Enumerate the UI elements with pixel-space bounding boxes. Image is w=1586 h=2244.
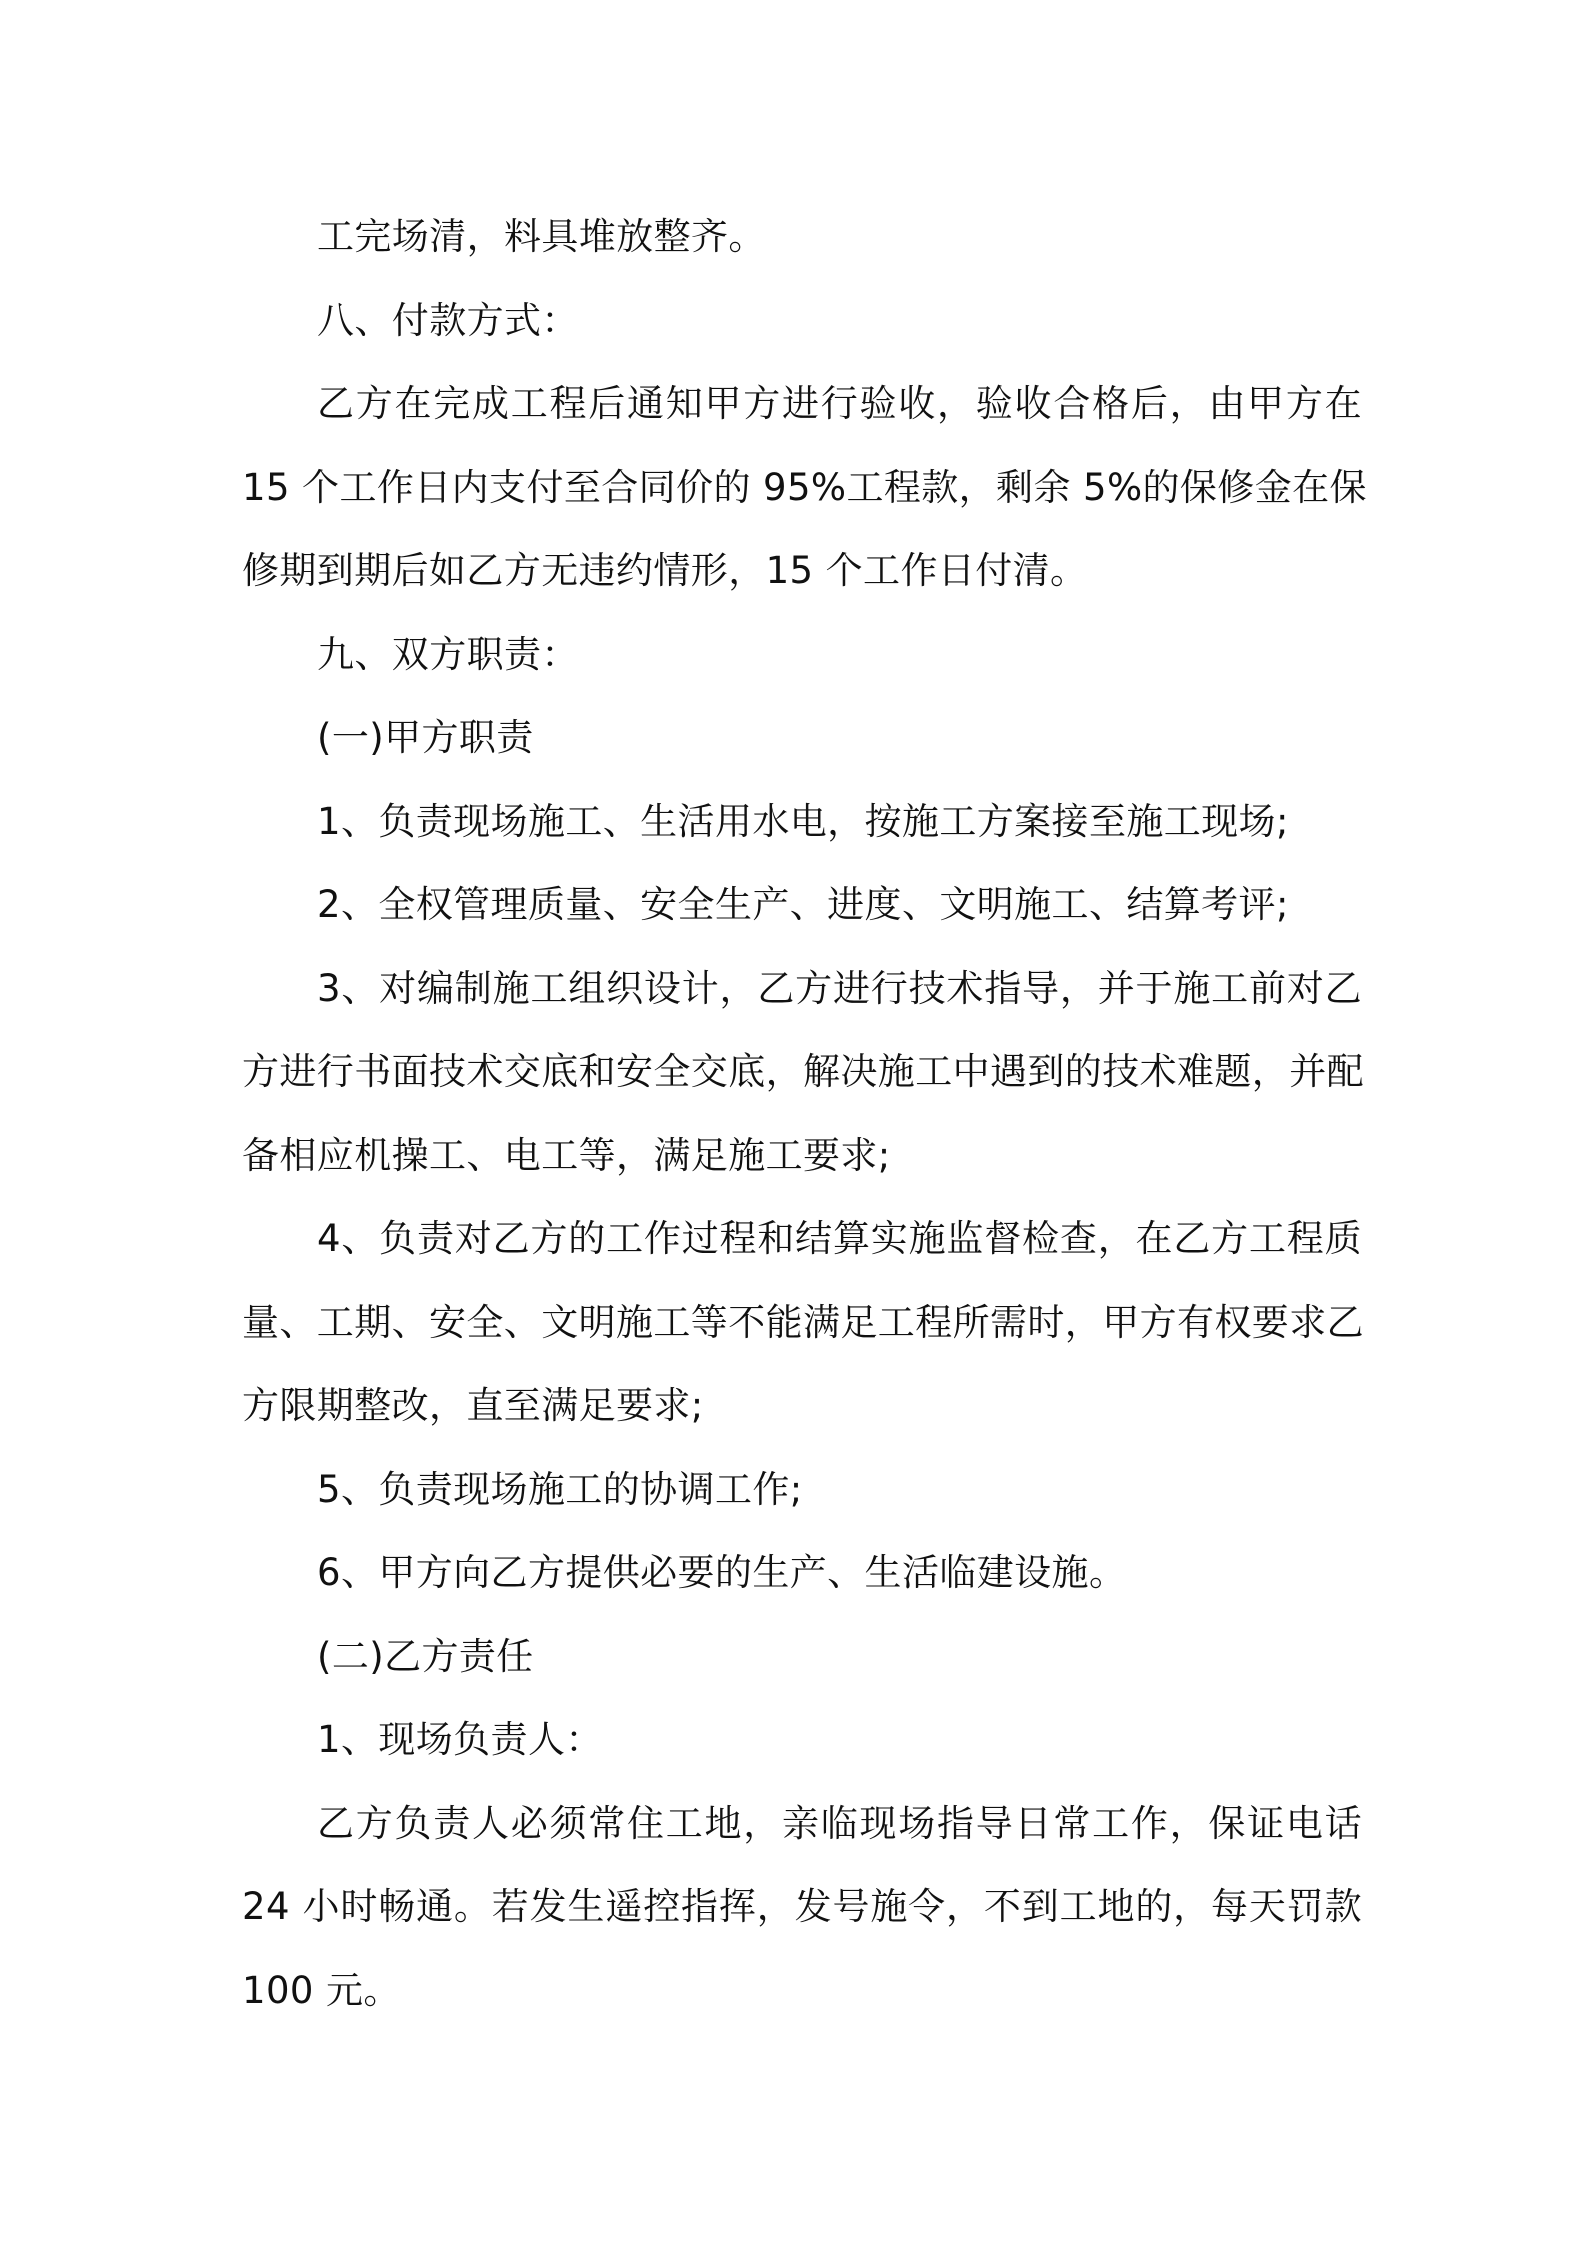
text-line: 乙方在完成工程后通知甲方进行验收，验收合格后，由甲方在 [317, 382, 1362, 425]
list-item: 1、现场负责人： [317, 1718, 603, 1761]
text-line: 方进行书面技术交底和安全交底，解决施工中遇到的技术难题，并配 [242, 1050, 1364, 1093]
text-line: 修期到期后如乙方无违约情形，15 个工作日付清。 [242, 549, 1088, 592]
section-heading: 八、付款方式： [317, 298, 579, 342]
text-line: 100 元。 [242, 1968, 401, 2012]
list-item: 5、负责现场施工的协调工作; [317, 1467, 803, 1511]
text-line: 15 个工作日内支付至合同价的 95%工程款，剩余 5%的保修金在保 [242, 465, 1367, 509]
text-line: 量、工期、安全、文明施工等不能满足工程所需时，甲方有权要求乙 [242, 1300, 1364, 1344]
list-item: 1、负责现场施工、生活用水电，按施工方案接至施工现场; [317, 799, 1289, 843]
text-line: 乙方负责人必须常住工地，亲临现场指导日常工作，保证电话 [317, 1801, 1362, 1845]
list-item: 2、全权管理质量、安全生产、进度、文明施工、结算考评; [317, 883, 1289, 926]
list-item: 4、负责对乙方的工作过程和结算实施监督检查，在乙方工程质 [317, 1217, 1362, 1260]
text-line: 工完场清，料具堆放整齐。 [317, 215, 766, 258]
subsection-heading: (一)甲方职责 [317, 716, 534, 759]
text-line: 备相应机操工、电工等，满足施工要求; [242, 1133, 891, 1177]
document-body [242, 195, 1367, 2032]
text-line: 方限期整改，直至满足要求; [242, 1384, 704, 1427]
section-heading: 九、双方职责： [317, 632, 579, 676]
text-line: 24 小时畅通。若发生遥控指挥，发号施令，不到工地的，每天罚款 [242, 1885, 1362, 1928]
subsection-heading: (二)乙方责任 [317, 1634, 534, 1678]
list-item: 6、甲方向乙方提供必要的生产、生活临建设施。 [317, 1551, 1127, 1594]
list-item: 3、对编制施工组织设计，乙方进行技术指导，并于施工前对乙 [317, 966, 1362, 1010]
